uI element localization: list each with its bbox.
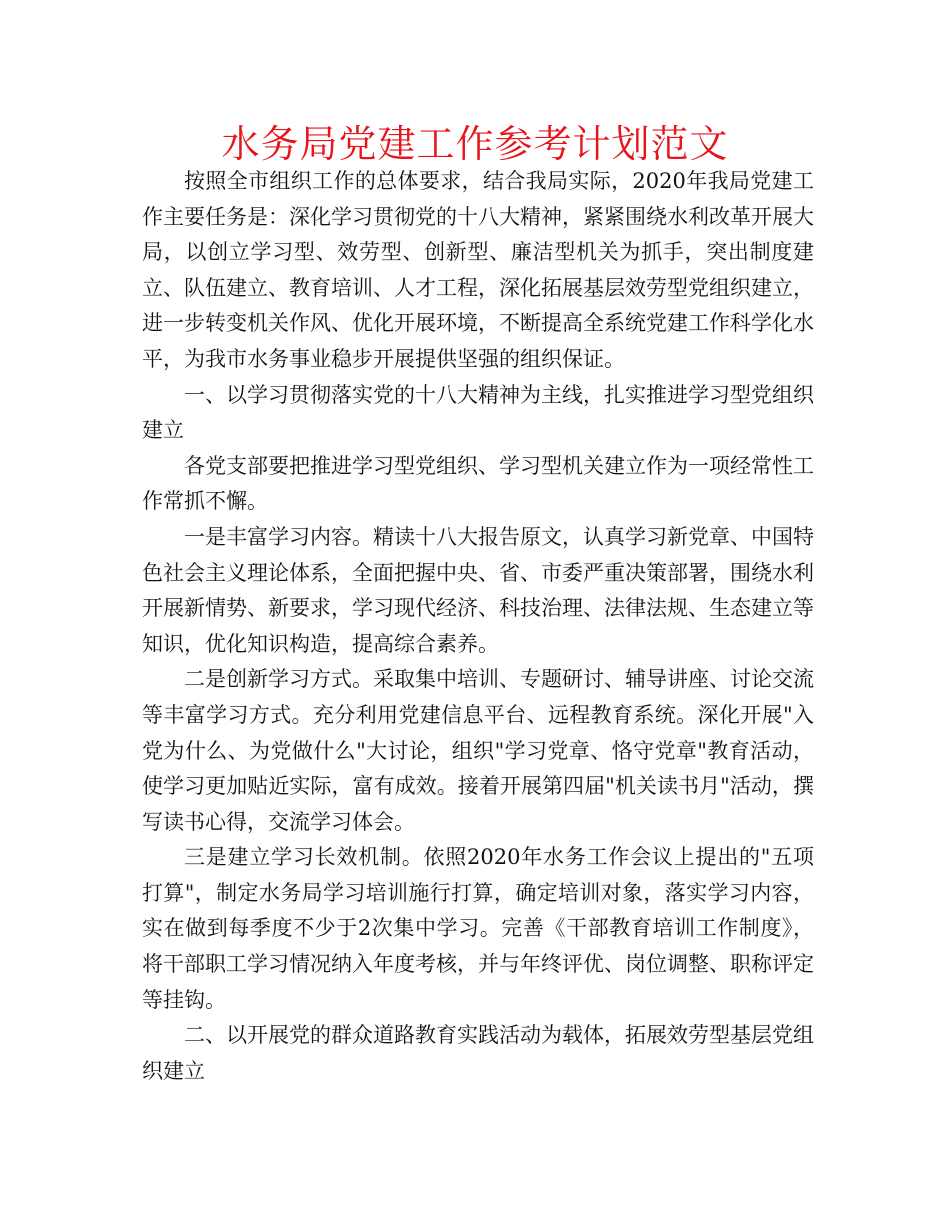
paragraph: 一是丰富学习内容。精读十八大报告原文，认真学习新党章、中国特色社会主义理论体系，全面把握中央、省、市委严重决策部署，围绕水利开展新情势、新要求，学习现代经济、科技治理、法律法规、生态建立等知识，优化知识构造，提高综合素养。	[142, 524, 814, 656]
document-title: 水务局党建工作参考计划范文	[221, 122, 729, 166]
section-heading-2: 二、以开展党的群众道路教育实践活动为载体，拓展效劳型基层党组织建立	[142, 1023, 814, 1083]
paragraph: 三是建立学习长效机制。依照2020年水务工作会议上提出的"五项打算"，制定水务局学习培训施行打算，确定培训对象，落实学习内容，实在做到每季度不少于2次集中学习。完善《干部教育培训工作制度》，将干部职工学习情况纳入年度考核，并与年终评优、岗位调整、职称评定等挂钩。	[142, 845, 814, 1012]
section-heading-1: 一、以学习贯彻落实党的十八大精神为主线，扎实推进学习型党组织建立	[142, 382, 814, 443]
paragraph-intro: 按照全市组织工作的总体要求，结合我局实际，2020年我局党建工作主要任务是：深化学习贯彻党的十八大精神，紧紧围绕水利改革开展大局，以创立学习型、效劳型、创新型、廉洁型机关为抓手，突出制度建立、队伍建立、教育培训、人才工程，深化拓展基层效劳型党组织建立，进一步转变机关作风、优化开展环境，不断提高全系统党建工作科学化水平，为我市水务事业稳步开展提供坚强的组织保证。	[142, 169, 814, 371]
paragraph: 各党支部要把推进学习型党组织、学习型机关建立作为一项经常性工作常抓不懈。	[142, 453, 814, 514]
paragraph: 二是创新学习方式。采取集中培训、专题研讨、辅导讲座、讨论交流等丰富学习方式。充分利用党建信息平台、远程教育系统。深化开展"入党为什么、为党做什么"大讨论，组织"学习党章、恪守党章"教育活动，使学习更加贴近实际，富有成效。接着开展第四届"机关读书月"活动，撰写读书心得，交流学习体会。	[142, 667, 814, 834]
document-body	[142, 164, 814, 1089]
